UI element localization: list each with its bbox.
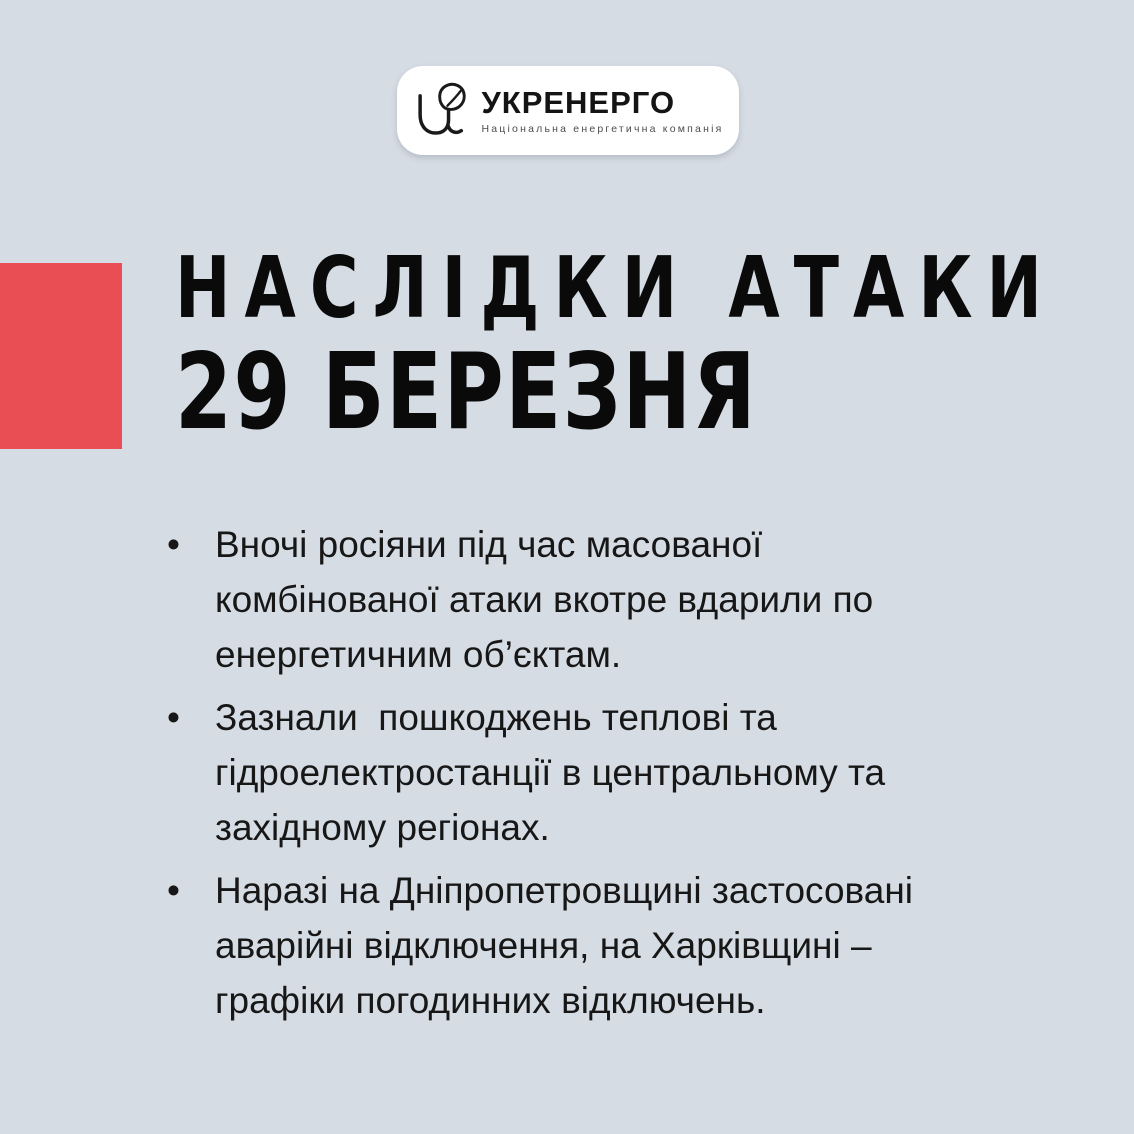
- ukrenergo-logo-badge: [397, 66, 739, 155]
- brand-tagline: Національна енергетична компанія: [481, 122, 724, 135]
- bullet-item-damage: • Зазнали пошкоджень теплові та гідроелектростанції в центральному та західному регіонах.: [163, 690, 953, 855]
- title-line-2: 29 БЕРЕЗНЯ: [175, 331, 758, 453]
- bullet-item-outages: • Наразі на Дніпропетровщині застосовані аварійні відключення, на Харківщині – графіки погодинних відключень.: [163, 863, 953, 1028]
- logo-text-block: [481, 84, 724, 135]
- red-accent-block: [0, 263, 122, 449]
- bullet-item-attack: • Вночі росіяни під час масованої комбінованої атаки вкотре вдарили по енергетичним об’єктам.: [163, 517, 953, 682]
- brand-name: УКРЕНЕРГО: [481, 84, 676, 120]
- ukrenergo-logo-icon: [412, 82, 470, 140]
- title-line-1: НАСЛІДКИ АТАКИ: [175, 239, 1057, 338]
- bullet-list: [163, 517, 953, 1036]
